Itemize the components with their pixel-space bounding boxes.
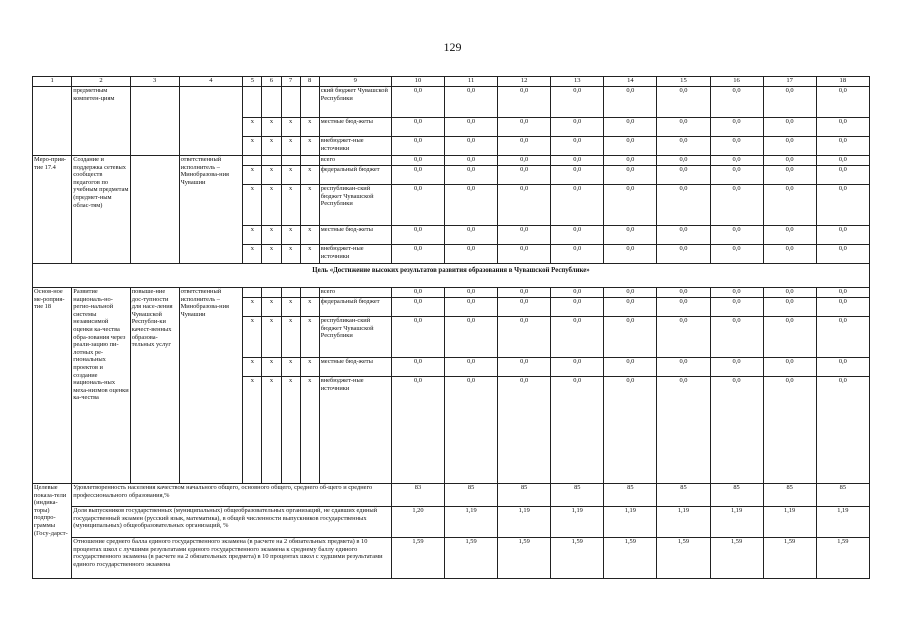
- amount-cell: 0,0: [391, 377, 444, 484]
- column-header: 12: [498, 77, 551, 87]
- amount-cell: 0,0: [391, 156, 444, 166]
- amount-cell: 0,0: [763, 185, 816, 226]
- indicator-value: 1,19: [551, 507, 604, 538]
- goal-heading: Цель «Достижение высоких результатов развития образования в Чувашской Республике»: [33, 264, 870, 288]
- x-mark: x: [243, 137, 262, 156]
- amount-cell: 0,0: [551, 118, 604, 137]
- empty-cell: [262, 156, 281, 166]
- amount-cell: 0,0: [816, 298, 869, 317]
- amount-cell: 0,0: [445, 118, 498, 137]
- indicator-value: 85: [657, 484, 710, 507]
- amount-cell: 0,0: [657, 288, 710, 298]
- amount-cell: 0,0: [391, 317, 444, 358]
- empty-cell: [262, 288, 281, 298]
- column-header: 5: [243, 77, 262, 87]
- table-row: [33, 156, 870, 166]
- amount-cell: 0,0: [710, 87, 763, 118]
- indicator-value: 85: [710, 484, 763, 507]
- amount-cell: 0,0: [657, 298, 710, 317]
- amount-cell: 0,0: [498, 156, 551, 166]
- column-header: 14: [604, 77, 657, 87]
- x-mark: x: [281, 137, 300, 156]
- indicator-value: 1,59: [657, 538, 710, 579]
- amount-cell: 0,0: [816, 358, 869, 377]
- x-mark: x: [300, 358, 319, 377]
- amount-cell: 0,0: [816, 245, 869, 264]
- indicator-value: 85: [445, 484, 498, 507]
- amount-cell: 0,0: [445, 185, 498, 226]
- amount-cell: 0,0: [498, 185, 551, 226]
- empty-cell: [300, 156, 319, 166]
- indicator-value: 85: [816, 484, 869, 507]
- empty-cell: [262, 87, 281, 118]
- amount-cell: 0,0: [551, 185, 604, 226]
- column-header: 8: [300, 77, 319, 87]
- indicator-value: 85: [604, 484, 657, 507]
- amount-cell: 0,0: [498, 118, 551, 137]
- amount-cell: 0,0: [604, 226, 657, 245]
- result-cell: [130, 156, 179, 264]
- empty-cell: [243, 156, 262, 166]
- empty-cell: [243, 288, 262, 298]
- funding-source: внебюджет-ные источники: [319, 377, 391, 484]
- x-mark: x: [300, 317, 319, 358]
- goal-row: [33, 264, 870, 288]
- amount-cell: 0,0: [604, 317, 657, 358]
- amount-cell: 0,0: [657, 137, 710, 156]
- amount-cell: 0,0: [763, 166, 816, 185]
- amount-cell: 0,0: [551, 166, 604, 185]
- amount-cell: 0,0: [816, 87, 869, 118]
- empty-cell: [281, 156, 300, 166]
- empty-cell: [281, 87, 300, 118]
- amount-cell: 0,0: [657, 185, 710, 226]
- amount-cell: 0,0: [391, 166, 444, 185]
- event-title: Развитие националь-но-регио-нальной системы независимой оценки ка-чества обра-зования через реали-зацию пи-лотных ре-гиональных проектов и создание националь-ных меха-низмов оценки ка-чества: [72, 288, 130, 484]
- amount-cell: 0,0: [657, 166, 710, 185]
- amount-cell: 0,0: [445, 298, 498, 317]
- amount-cell: 0,0: [551, 226, 604, 245]
- amount-cell: 0,0: [763, 118, 816, 137]
- column-header: 2: [72, 77, 130, 87]
- amount-cell: 0,0: [763, 358, 816, 377]
- indicator-value: 85: [498, 484, 551, 507]
- x-mark: x: [262, 137, 281, 156]
- x-mark: x: [281, 185, 300, 226]
- amount-cell: 0,0: [604, 118, 657, 137]
- amount-cell: 0,0: [445, 226, 498, 245]
- x-mark: x: [281, 377, 300, 484]
- amount-cell: 0,0: [445, 87, 498, 118]
- column-header: 18: [816, 77, 869, 87]
- amount-cell: 0,0: [710, 245, 763, 264]
- funding-source: внебюджет-ные источники: [319, 137, 391, 156]
- amount-cell: 0,0: [657, 87, 710, 118]
- amount-cell: 0,0: [604, 87, 657, 118]
- amount-cell: 0,0: [657, 317, 710, 358]
- indicators-label: Целевые показа-тели (индика-торы) подпро-граммы (Госу-дарст-: [33, 484, 72, 579]
- empty-cell: [281, 288, 300, 298]
- amount-cell: 0,0: [710, 317, 763, 358]
- amount-cell: 0,0: [391, 226, 444, 245]
- amount-cell: 0,0: [710, 358, 763, 377]
- amount-cell: 0,0: [763, 226, 816, 245]
- indicator-value: 1,59: [816, 538, 869, 579]
- indicator-value: 1,19: [816, 507, 869, 538]
- x-mark: x: [243, 377, 262, 484]
- amount-cell: 0,0: [391, 358, 444, 377]
- x-mark: x: [262, 118, 281, 137]
- amount-cell: 0,0: [391, 288, 444, 298]
- indicator-value: 1,19: [498, 507, 551, 538]
- x-mark: x: [243, 185, 262, 226]
- column-header: 4: [179, 77, 243, 87]
- amount-cell: 0,0: [710, 137, 763, 156]
- amount-cell: 0,0: [657, 358, 710, 377]
- funding-source: всего: [319, 288, 391, 298]
- amount-cell: 0,0: [816, 166, 869, 185]
- amount-cell: 0,0: [498, 288, 551, 298]
- funding-source: республикан-ский бюджет Чувашской Республики: [319, 317, 391, 358]
- amount-cell: 0,0: [816, 185, 869, 226]
- amount-cell: 0,0: [604, 245, 657, 264]
- event-label: Основ-ное ме-роприя-тие 18: [33, 288, 72, 484]
- budget-table: [32, 76, 870, 579]
- page-number: 129: [443, 40, 462, 54]
- amount-cell: 0,0: [763, 245, 816, 264]
- funding-source: всего: [319, 156, 391, 166]
- amount-cell: 0,0: [763, 317, 816, 358]
- amount-cell: 0,0: [816, 288, 869, 298]
- amount-cell: 0,0: [551, 377, 604, 484]
- x-mark: x: [300, 137, 319, 156]
- amount-cell: 0,0: [498, 226, 551, 245]
- empty-cell: [243, 87, 262, 118]
- indicator-value: 1,59: [763, 538, 816, 579]
- amount-cell: 0,0: [710, 166, 763, 185]
- amount-cell: 0,0: [445, 288, 498, 298]
- indicator-value: 1,59: [445, 538, 498, 579]
- x-mark: x: [262, 317, 281, 358]
- amount-cell: 0,0: [816, 377, 869, 484]
- column-header: 11: [445, 77, 498, 87]
- amount-cell: 0,0: [445, 317, 498, 358]
- indicator-text: Доля выпускников государственных (муниципальных) общеобразовательных организаций, не сдавших единый государственный экзамен (русский язык, математика), в общей численности выпускников государственных (муниципальных) общеобразовательных организаций, %: [72, 507, 392, 538]
- executor-cell: ответственный исполнитель – Минобразова-ния Чувашии: [179, 288, 243, 484]
- amount-cell: 0,0: [604, 377, 657, 484]
- indicator-text: Отношение среднего балла единого государственного экзамена (в расчете на 2 обязательных предмета) в 10 процентах школ с лучшими результатами единого государственного экзамена к среднему баллу единого государственного экзамена (в расчете на 2 обязательных предмета) в 10 процентах школ с худшими результатами единого государственного экзамена: [72, 538, 392, 579]
- amount-cell: 0,0: [498, 317, 551, 358]
- indicator-value: 1,19: [710, 507, 763, 538]
- event-title: Создание и поддержка сетевых сообществ педагогов по учебным предметам (предмет-ным облас-тям): [72, 156, 130, 264]
- amount-cell: 0,0: [657, 156, 710, 166]
- indicator-value: 83: [391, 484, 444, 507]
- amount-cell: 0,0: [498, 87, 551, 118]
- amount-cell: 0,0: [763, 156, 816, 166]
- amount-cell: 0,0: [551, 156, 604, 166]
- amount-cell: 0,0: [551, 245, 604, 264]
- amount-cell: 0,0: [604, 156, 657, 166]
- executor-cell: [179, 87, 243, 156]
- x-mark: x: [300, 118, 319, 137]
- column-header: 13: [551, 77, 604, 87]
- x-mark: x: [243, 358, 262, 377]
- event-cell: [33, 87, 72, 156]
- amount-cell: 0,0: [551, 137, 604, 156]
- expected-result: повыше-ние дос-тупности для насе-ления Чувашской Республи-ки качест-венных образова-тельных услуг: [130, 288, 179, 484]
- funding-source: местные бюд-жеты: [319, 226, 391, 245]
- indicator-value: 1,19: [445, 507, 498, 538]
- amount-cell: 0,0: [710, 118, 763, 137]
- indicator-value: 1,59: [604, 538, 657, 579]
- amount-cell: 0,0: [551, 298, 604, 317]
- amount-cell: 0,0: [498, 298, 551, 317]
- amount-cell: 0,0: [710, 226, 763, 245]
- indicator-row: [33, 507, 870, 538]
- x-mark: x: [281, 226, 300, 245]
- x-mark: x: [300, 166, 319, 185]
- amount-cell: 0,0: [604, 166, 657, 185]
- amount-cell: 0,0: [498, 166, 551, 185]
- amount-cell: 0,0: [657, 118, 710, 137]
- header-row: [33, 77, 870, 87]
- amount-cell: 0,0: [816, 118, 869, 137]
- indicator-value: 1,20: [391, 507, 444, 538]
- amount-cell: 0,0: [710, 288, 763, 298]
- amount-cell: 0,0: [816, 137, 869, 156]
- amount-cell: 0,0: [551, 87, 604, 118]
- x-mark: x: [300, 185, 319, 226]
- amount-cell: 0,0: [604, 358, 657, 377]
- empty-cell: [300, 288, 319, 298]
- x-mark: x: [281, 118, 300, 137]
- x-mark: x: [243, 118, 262, 137]
- indicator-row: [33, 484, 870, 507]
- result-cell: [130, 87, 179, 156]
- amount-cell: 0,0: [710, 298, 763, 317]
- indicator-value: 1,59: [551, 538, 604, 579]
- amount-cell: 0,0: [551, 288, 604, 298]
- amount-cell: 0,0: [445, 166, 498, 185]
- event-label: Меро-прия-тие 17.4: [33, 156, 72, 264]
- amount-cell: 0,0: [551, 358, 604, 377]
- amount-cell: 0,0: [604, 298, 657, 317]
- x-mark: x: [262, 358, 281, 377]
- x-mark: x: [243, 245, 262, 264]
- indicator-value: 1,59: [498, 538, 551, 579]
- amount-cell: 0,0: [710, 185, 763, 226]
- amount-cell: 0,0: [657, 377, 710, 484]
- x-mark: x: [300, 377, 319, 484]
- event-title: предметным компетен-циям: [72, 87, 130, 156]
- column-header: 17: [763, 77, 816, 87]
- amount-cell: 0,0: [391, 298, 444, 317]
- x-mark: x: [281, 166, 300, 185]
- x-mark: x: [243, 166, 262, 185]
- x-mark: x: [300, 298, 319, 317]
- table-row: [33, 87, 870, 118]
- funding-source: ский бюджет Чувашской Республики: [319, 87, 391, 118]
- x-mark: x: [300, 226, 319, 245]
- amount-cell: 0,0: [763, 288, 816, 298]
- x-mark: x: [281, 317, 300, 358]
- amount-cell: 0,0: [445, 137, 498, 156]
- executor-cell: ответственный исполнитель – Минобразова-ния Чувашии: [179, 156, 243, 264]
- indicator-value: 1,59: [391, 538, 444, 579]
- x-mark: x: [281, 298, 300, 317]
- column-header: 16: [710, 77, 763, 87]
- amount-cell: 0,0: [604, 288, 657, 298]
- amount-cell: 0,0: [551, 317, 604, 358]
- amount-cell: 0,0: [763, 298, 816, 317]
- column-header: 7: [281, 77, 300, 87]
- amount-cell: 0,0: [498, 358, 551, 377]
- amount-cell: 0,0: [391, 87, 444, 118]
- amount-cell: 0,0: [604, 137, 657, 156]
- funding-source: местные бюд-жеты: [319, 358, 391, 377]
- amount-cell: 0,0: [445, 358, 498, 377]
- amount-cell: 0,0: [763, 377, 816, 484]
- x-mark: x: [243, 298, 262, 317]
- table-row: [33, 288, 870, 298]
- x-mark: x: [262, 298, 281, 317]
- funding-source: федеральный бюджет: [319, 166, 391, 185]
- x-mark: x: [281, 245, 300, 264]
- x-mark: x: [262, 245, 281, 264]
- amount-cell: 0,0: [445, 377, 498, 484]
- indicator-value: 1,19: [604, 507, 657, 538]
- indicator-row: [33, 538, 870, 579]
- amount-cell: 0,0: [763, 87, 816, 118]
- x-mark: x: [243, 317, 262, 358]
- funding-source: местные бюд-жеты: [319, 118, 391, 137]
- x-mark: x: [262, 166, 281, 185]
- amount-cell: 0,0: [391, 118, 444, 137]
- column-header: 6: [262, 77, 281, 87]
- amount-cell: 0,0: [391, 185, 444, 226]
- funding-source: республикан-ский бюджет Чувашской Республики: [319, 185, 391, 226]
- indicator-value: 1,59: [710, 538, 763, 579]
- amount-cell: 0,0: [657, 245, 710, 264]
- amount-cell: 0,0: [763, 137, 816, 156]
- amount-cell: 0,0: [657, 226, 710, 245]
- amount-cell: 0,0: [498, 137, 551, 156]
- amount-cell: 0,0: [816, 226, 869, 245]
- amount-cell: 0,0: [710, 156, 763, 166]
- indicator-text: Удовлетворенность населения качеством начального общего, основного общего, среднего об-щего и среднего профессионального образования,%: [72, 484, 392, 507]
- amount-cell: 0,0: [816, 156, 869, 166]
- amount-cell: 0,0: [498, 245, 551, 264]
- indicator-value: 85: [763, 484, 816, 507]
- amount-cell: 0,0: [445, 245, 498, 264]
- column-header: 1: [33, 77, 72, 87]
- indicator-value: 1,19: [657, 507, 710, 538]
- funding-source: федеральный бюджет: [319, 298, 391, 317]
- x-mark: x: [262, 377, 281, 484]
- column-header: 15: [657, 77, 710, 87]
- x-mark: x: [262, 185, 281, 226]
- indicator-value: 85: [551, 484, 604, 507]
- x-mark: x: [281, 358, 300, 377]
- column-header: 9: [319, 77, 391, 87]
- amount-cell: 0,0: [391, 137, 444, 156]
- x-mark: x: [262, 226, 281, 245]
- amount-cell: 0,0: [710, 377, 763, 484]
- funding-source: внебюджет-ные источники: [319, 245, 391, 264]
- indicator-value: 1,19: [763, 507, 816, 538]
- x-mark: x: [300, 245, 319, 264]
- amount-cell: 0,0: [604, 185, 657, 226]
- amount-cell: 0,0: [445, 156, 498, 166]
- amount-cell: 0,0: [391, 245, 444, 264]
- empty-cell: [300, 87, 319, 118]
- column-header: 10: [391, 77, 444, 87]
- x-mark: x: [243, 226, 262, 245]
- column-header: 3: [130, 77, 179, 87]
- amount-cell: 0,0: [498, 377, 551, 484]
- amount-cell: 0,0: [816, 317, 869, 358]
